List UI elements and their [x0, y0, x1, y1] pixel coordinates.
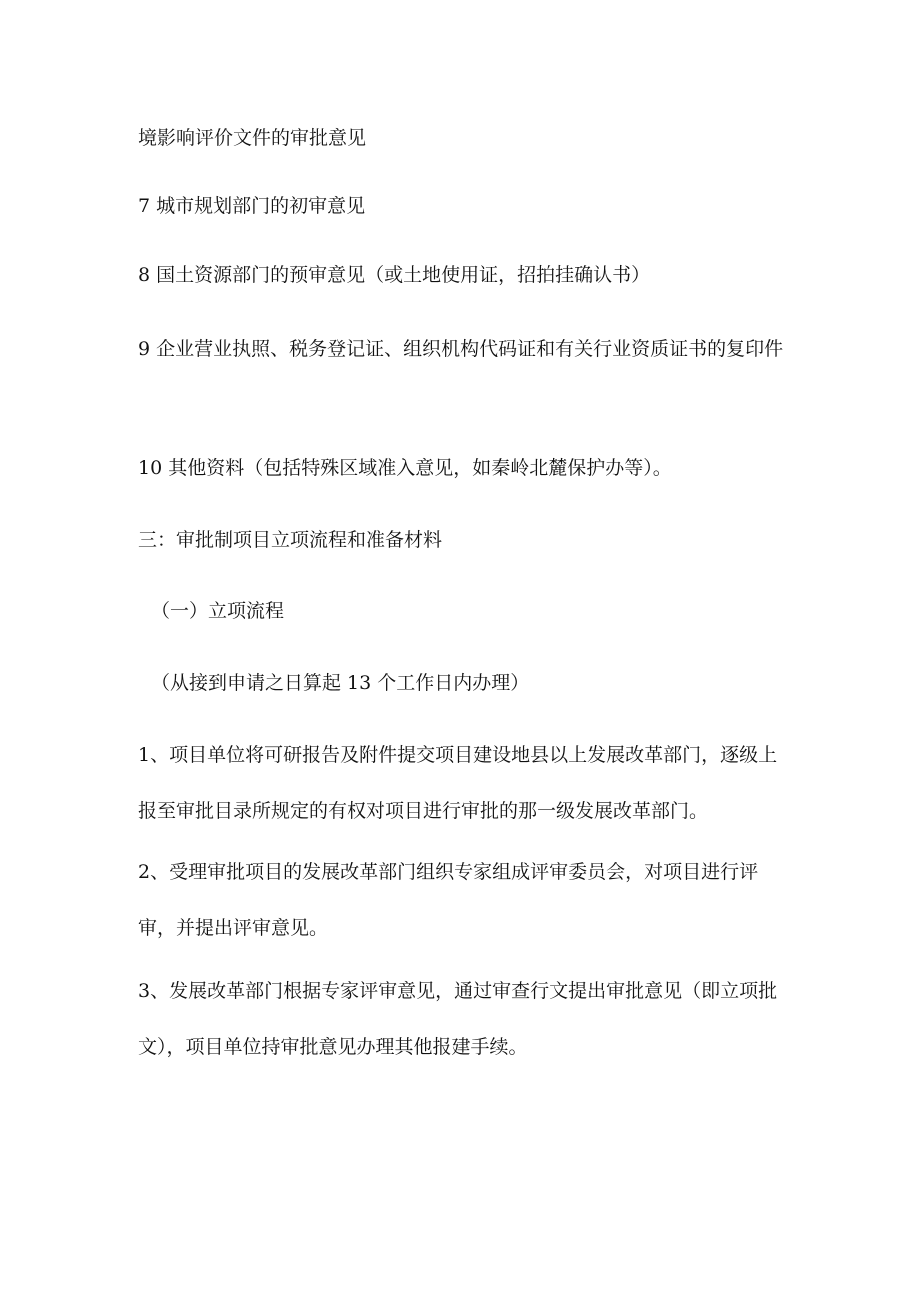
processing-time-note: （从接到申请之日算起 13 个工作日内办理） — [151, 672, 530, 694]
step-3: 3、发展改革部门根据专家评审意见，通过审查行文提出审批意见（即立项批文），项目单位持审批意见办理其他报建手续。 — [138, 980, 778, 1058]
paragraph-item-9: 9 企业营业执照、税务登记证、组织机构代码证和有关行业资质证书的复印件 — [138, 338, 784, 360]
paragraph-eia-approval: 境影响评价文件的审批意见 — [138, 127, 367, 149]
paragraph-item-7: 7 城市规划部门的初审意见 — [138, 195, 366, 217]
step-2: 2、受理审批项目的发展改革部门组织专家组成评审委员会，对项目进行评审，并提出评审意见。 — [138, 861, 759, 939]
paragraph-item-8: 8 国土资源部门的预审意见（或土地使用证，招拍挂确认书） — [138, 264, 651, 286]
step-1: 1、项目单位将可研报告及附件提交项目建设地县以上发展改革部门，逐级上报至审批目录所规定的有权对项目进行审批的那一级发展改革部门。 — [138, 744, 778, 822]
section-heading-3: 三：审批制项目立项流程和准备材料 — [138, 529, 443, 551]
paragraph-item-10: 10 其他资料（包括特殊区域准入意见，如秦岭北麓保护办等）。 — [138, 457, 672, 479]
subsection-heading-1: （一）立项流程 — [151, 600, 285, 622]
